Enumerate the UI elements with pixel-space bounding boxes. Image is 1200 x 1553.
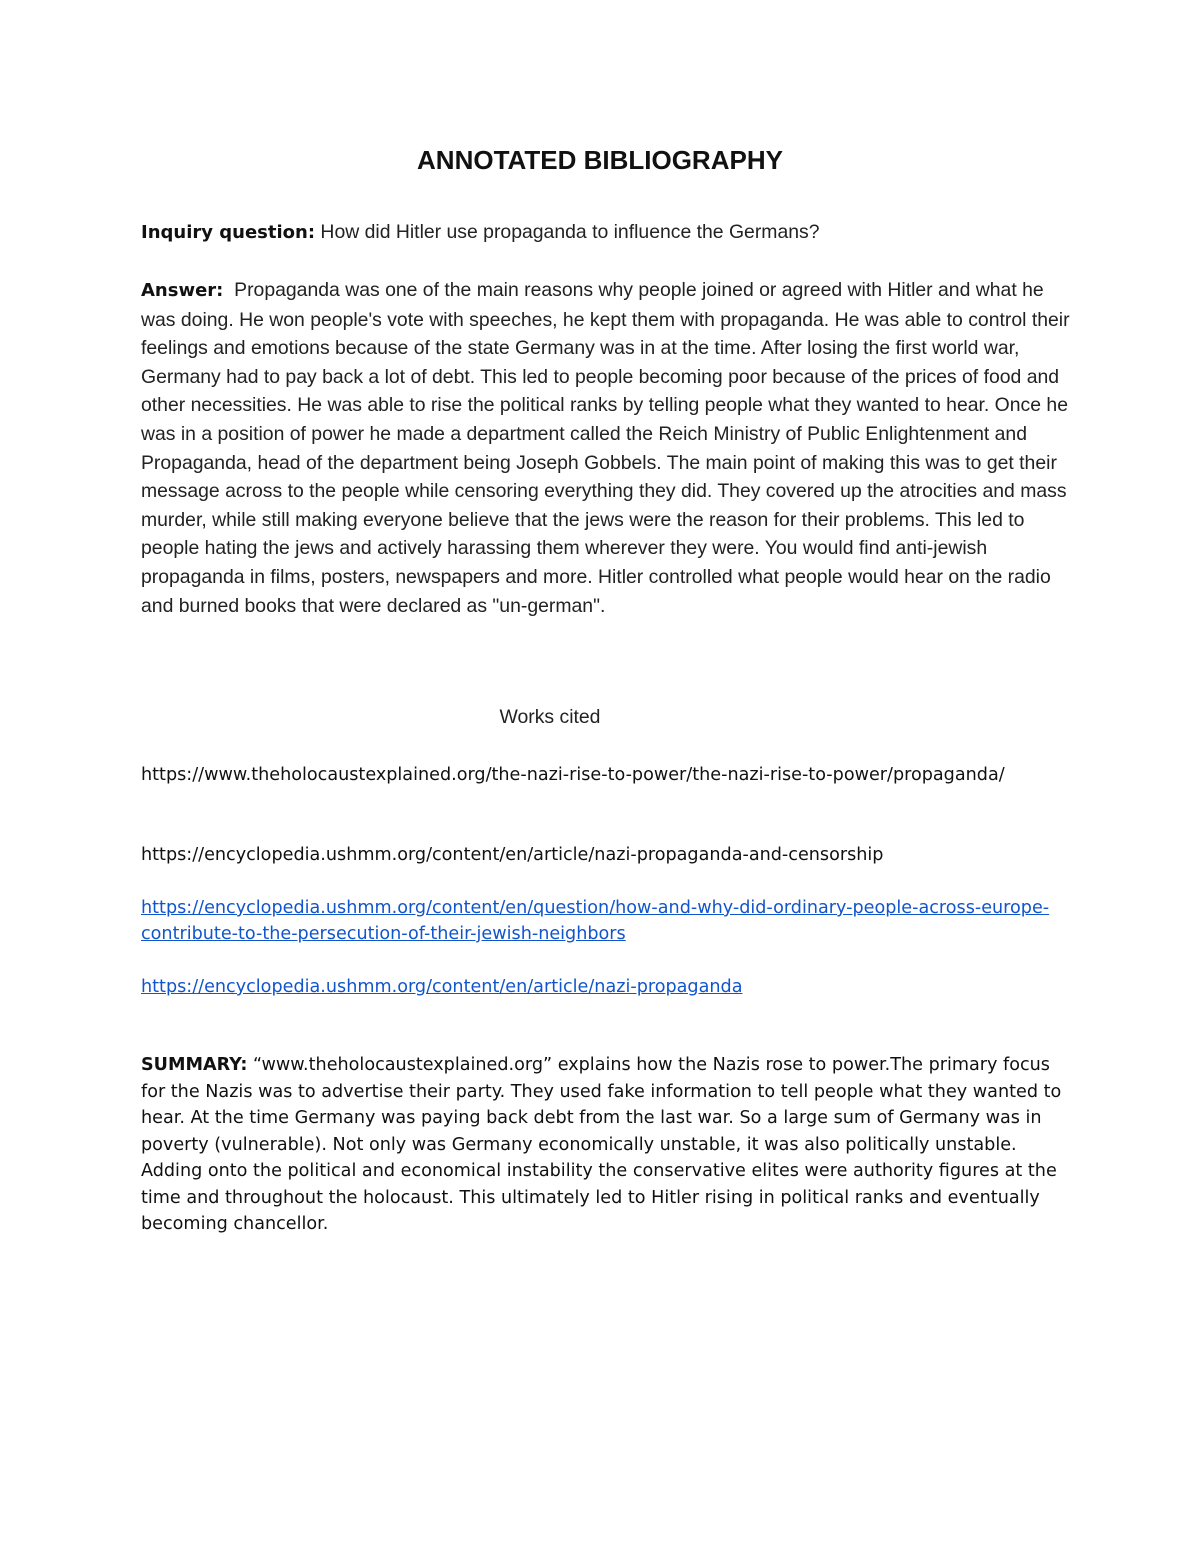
answer-text: Propaganda was one of the main reasons why people joined or agreed with Hitler and what he was doing. He won people's vote with speeches, he kept them with propaganda. He was able to control their feelings and emotions because of the state Germany was in at the time. After losing the first world war, Germany had to pay back a lot of debt. This led to people becoming poor because of the prices of food and other necessities. He was able to rise the political ranks by telling people what they wanted to hear. Once he was in a position of power he made a department called the Reich Ministry of Public Enlightenment and Propaganda, head of the department being Joseph Gobbels. The main point of making this was to get their message across to the people while censoring everything they did. They covered up the atrocities and mass murder, while still making everyone believe that the jews were the reason for their problems. This led to people hating the jews and actively harassing them wherever they were. You would find anti-jewish propaganda in films, posters, newspapers and more. Hitler controlled what people would hear on the radio and burned books that were declared as "un-german".	[141, 279, 1075, 617]
page-title: ANNOTATED BIBLIOGRAPHY	[417, 145, 783, 175]
answer-label: Answer:	[141, 280, 224, 301]
inquiry-question	[141, 218, 1071, 248]
summary-label: SUMMARY:	[141, 1055, 248, 1075]
citation-link-4[interactable]: https://encyclopedia.ushmm.org/content/en/article/nazi-propaganda	[141, 977, 743, 997]
inquiry-label: Inquiry question:	[141, 222, 316, 243]
citation-link-3[interactable]: https://encyclopedia.ushmm.org/content/en/question/how-and-why-did-ordinary-people-across-europe-contribute-to-the-persecution-of-their-jewish-neighbors	[141, 898, 1050, 944]
citation-1: https://www.theholocaustexplained.org/the-nazi-rise-to-power/the-nazi-rise-to-power/propaganda/	[141, 765, 1005, 785]
summary-paragraph	[141, 1052, 1071, 1238]
inquiry-text: How did Hitler use propaganda to influence the Germans?	[315, 221, 820, 243]
works-cited-heading: Works cited	[499, 706, 601, 728]
answer-paragraph	[141, 276, 1075, 620]
citation-2: https://encyclopedia.ushmm.org/content/en/article/nazi-propaganda-and-censorship	[141, 845, 884, 865]
summary-text: “www.theholocaustexplained.org” explains how the Nazis rose to power.The primary focus for the Nazis was to advertise their party. They used fake information to tell people what they wanted to hear. At the time Germany was paying back debt from the last war. So a large sum of Germany was in poverty (vulnerable). Not only was Germany economically unstable, it was also politically unstable. Adding onto the political and economical instability the conservative elites were authority figures at the time and throughout the holocaust. This ultimately led to Hitler rising in political ranks and eventually becoming chancellor.	[141, 1055, 1062, 1234]
